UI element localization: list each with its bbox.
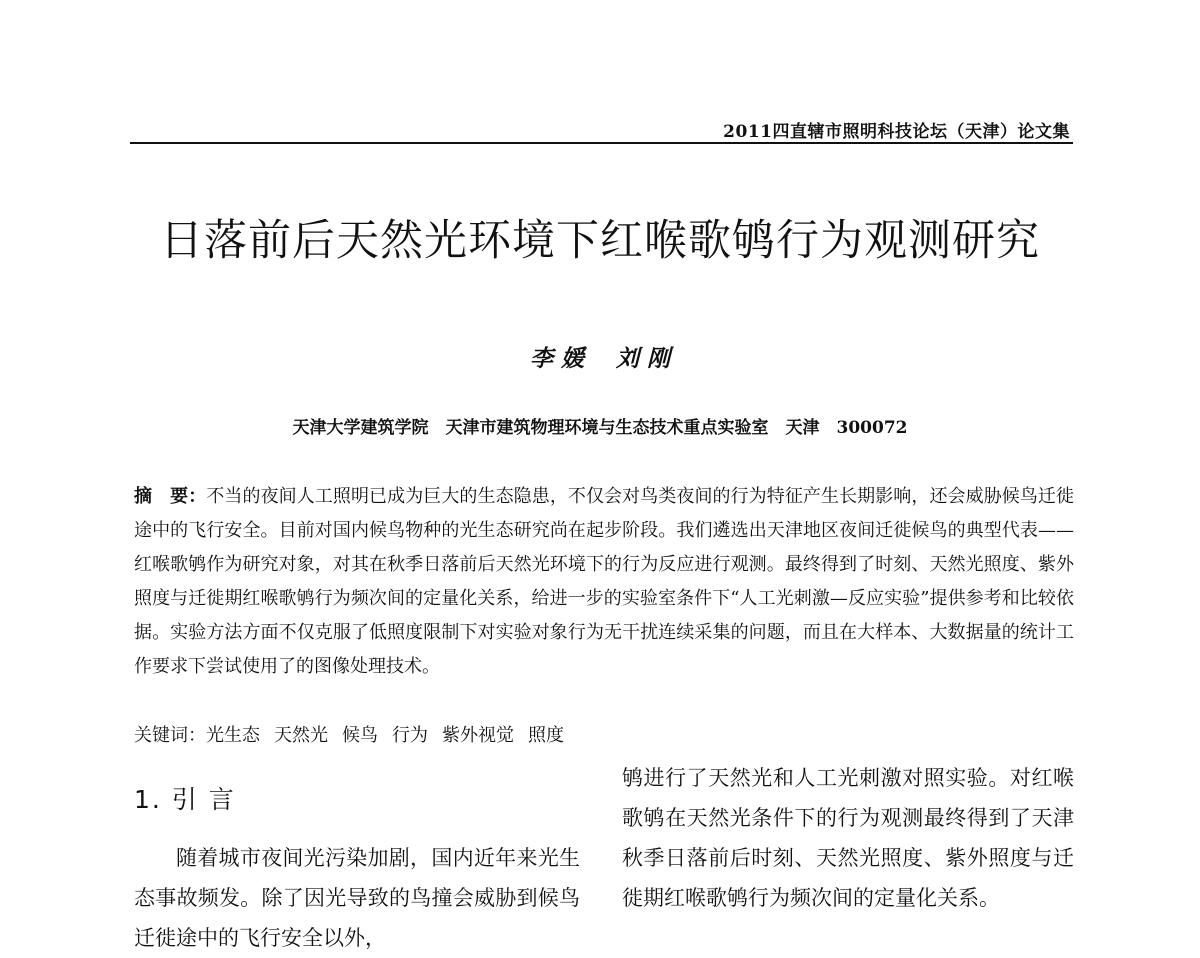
abstract-text: 不当的夜间人工照明已成为巨大的生态隐患，不仅会对鸟类夜间的行为特征产生长期影响，还会威胁候鸟迁徙途中的飞行安全。目前对国内候鸟物种的光生态研究尚在起步阶段。我们遴选出天津地区夜间迁徙候鸟的典型代表——红喉歌鸲作为研究对象，对其在秋季日落前后天然光环境下的行为反应进行观测。最终得到了时刻、天然光照度、紫外照度与迁徙期红喉歌鸲行为频次间的定量化关系，给进一步的实验室条件下“人工光刺激—反应实验”提供参考和比较依据。实验方法方面不仅克服了低照度限制下对实验对象行为无干扰连续采集的问题，而且在大样本、大数据量的统计工作要求下尝试使用了的图像处理技术。 <box>134 486 1075 677</box>
running-header: 2011四直辖市照明科技论坛（天津）论文集 <box>723 122 1070 142</box>
affiliation: 天津大学建筑学院 天津市建筑物理环境与生态技术重点实验室 天津 300072 <box>292 418 908 438</box>
body-column-right <box>622 758 1074 918</box>
keyword: 紫外视觉 <box>442 725 514 746</box>
keywords-label: 关键词： <box>134 725 206 746</box>
keyword: 光生态 <box>206 725 260 746</box>
author-list <box>0 340 1200 373</box>
abstract <box>134 480 1074 684</box>
abstract-label: 摘 要： <box>134 486 207 507</box>
keyword: 候鸟 <box>342 725 378 746</box>
author-name: 刘 刚 <box>616 345 671 372</box>
paper-title: 日落前后天然光环境下红喉歌鸲行为观测研究 <box>160 216 1040 266</box>
keyword: 天然光 <box>274 725 328 746</box>
keyword: 照度 <box>528 725 564 746</box>
section-heading: 1. 引 言 <box>134 785 236 814</box>
body-column-left <box>134 770 580 958</box>
body-paragraph: 随着城市夜间光污染加剧，国内近年来光生态事故频发。除了因光导致的鸟撞会威胁到候鸟迁徙途中的飞行安全以外， <box>134 846 580 950</box>
author-name: 李 媛 <box>529 345 584 372</box>
body-paragraph: 鸲进行了天然光和人工光刺激对照实验。对红喉歌鸲在天然光条件下的行为观测最终得到了天津秋季日落前后时刻、天然光照度、紫外照度与迁徙期红喉歌鸲行为频次间的定量化关系。 <box>622 766 1074 910</box>
keywords <box>134 721 1074 747</box>
header-divider <box>130 142 1073 144</box>
keyword: 行为 <box>392 725 428 746</box>
